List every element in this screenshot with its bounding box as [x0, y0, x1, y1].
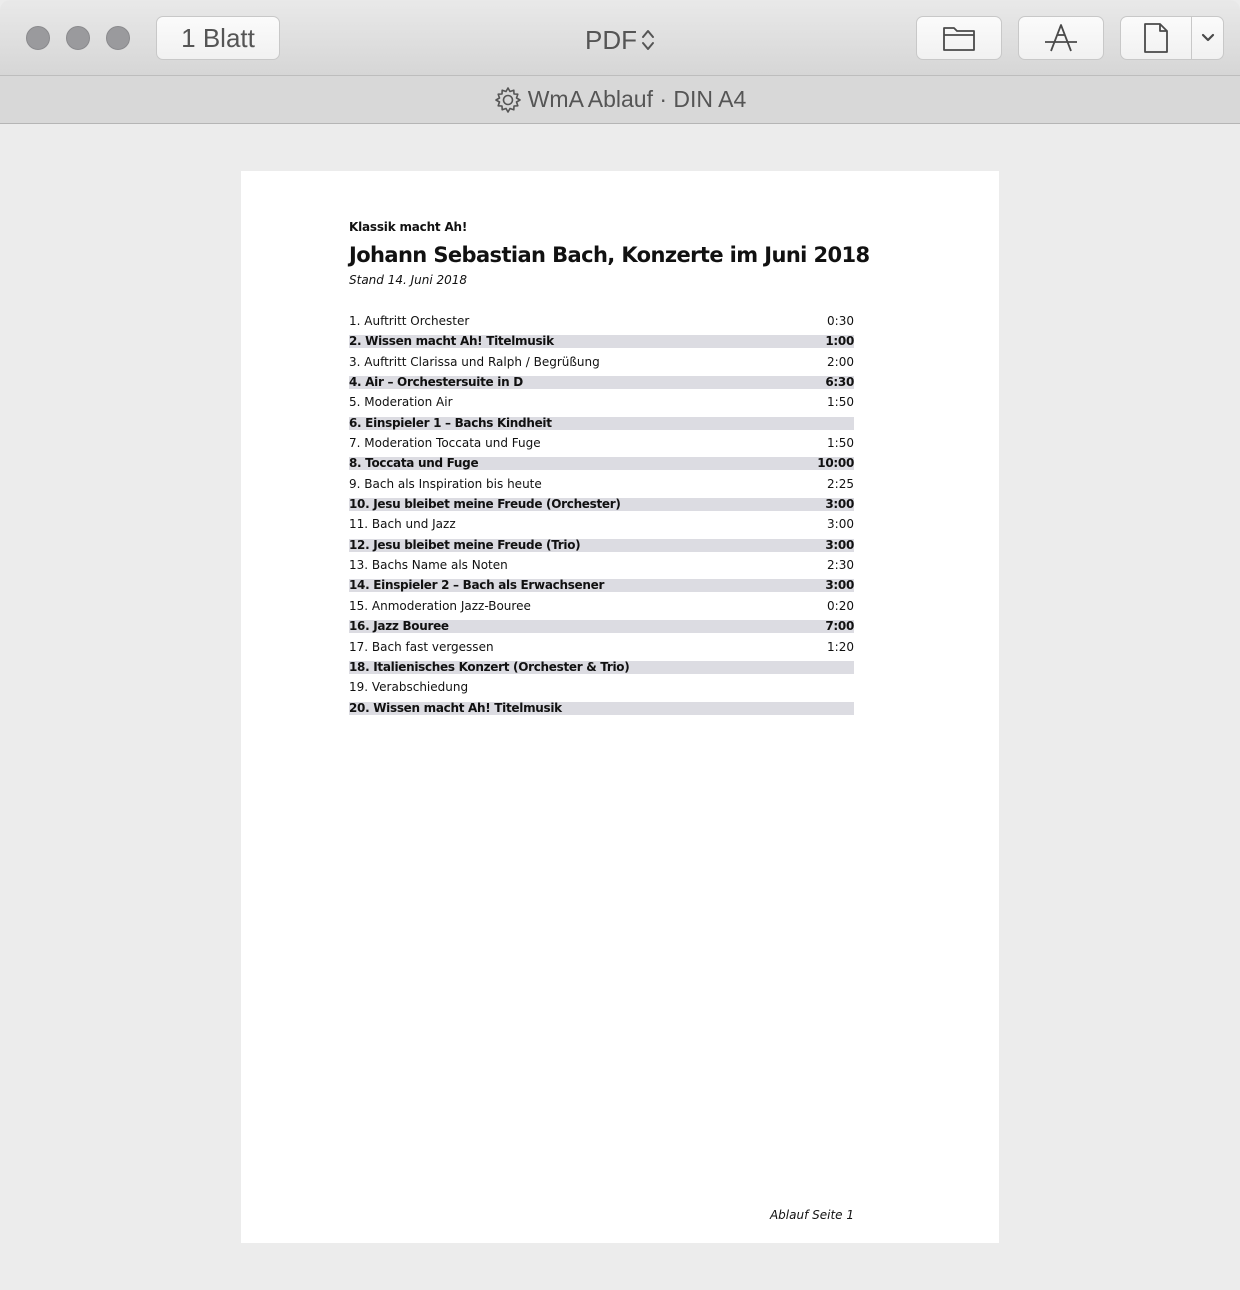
row-label: 15. Anmoderation Jazz-Bouree [349, 598, 531, 613]
schedule-row [349, 641, 854, 654]
schedule-list [349, 315, 854, 722]
row-time: 6:30 [825, 375, 854, 390]
row-label: 18. Italienisches Konzert (Orchester & Trio) [349, 659, 630, 674]
schedule-row [349, 417, 854, 430]
schedule-row [349, 518, 854, 531]
folder-icon [942, 24, 976, 52]
row-time: 2:00 [827, 354, 854, 369]
document-date: Stand 14. Juni 2018 [349, 273, 468, 287]
window-title: WmA Ablauf · DIN A4 [527, 86, 747, 112]
row-time: 3:00 [825, 497, 854, 512]
title-bar [0, 76, 1240, 124]
row-time: 10:00 [817, 456, 854, 471]
row-label: 14. Einspieler 2 – Bach als Erwachsener [349, 578, 605, 593]
row-label: 1. Auftritt Orchester [349, 314, 470, 328]
schedule-row [349, 539, 854, 552]
gear-icon [494, 86, 522, 114]
row-label: 9. Bach als Inspiration bis heute [349, 476, 542, 491]
up-down-chevron-icon [641, 28, 655, 52]
document-content [349, 219, 870, 715]
document-heading: Johann Sebastian Bach, Konzerte im Juni 2018 [349, 243, 870, 267]
schedule-row [349, 396, 854, 409]
row-label: 4. Air – Orchestersuite in D [349, 375, 523, 390]
row-label: 6. Einspieler 1 – Bachs Kindheit [349, 415, 552, 430]
open-folder-button[interactable] [916, 16, 1002, 60]
schedule-row [349, 478, 854, 491]
page-footer: Ablauf Seite 1 [769, 1208, 854, 1222]
document-eyebrow: Klassik macht Ah! [349, 220, 468, 234]
close-window-button[interactable] [26, 26, 50, 50]
schedule-row [349, 702, 854, 715]
row-label: 7. Moderation Toccata und Fuge [349, 436, 541, 451]
row-time: 1:20 [827, 639, 854, 654]
row-time: 3:00 [827, 517, 854, 532]
schedule-row [349, 437, 854, 450]
page-icon [1143, 22, 1169, 54]
schedule-row [349, 661, 854, 674]
zoom-window-button[interactable] [106, 26, 130, 50]
row-time: 3:00 [825, 578, 854, 593]
row-time: 2:25 [827, 476, 854, 491]
schedule-row [349, 457, 854, 470]
schedule-row [349, 356, 854, 369]
row-label: 2. Wissen macht Ah! Titelmusik [349, 334, 554, 349]
schedule-row [349, 559, 854, 572]
page-setup-button[interactable] [1120, 16, 1224, 60]
schedule-row [349, 600, 854, 613]
sheets-button[interactable] [156, 16, 280, 60]
toolbar [0, 0, 1240, 76]
row-label: 20. Wissen macht Ah! Titelmusik [349, 700, 562, 715]
row-label: 11. Bach und Jazz [349, 517, 456, 532]
row-time: 7:00 [825, 619, 854, 634]
row-time: 1:00 [825, 334, 854, 349]
fonts-button[interactable] [1018, 16, 1104, 60]
sheets-label: 1 Blatt [181, 22, 255, 53]
row-time: 1:50 [827, 436, 854, 451]
row-label: 12. Jesu bleibet meine Freude (Trio) [349, 537, 581, 552]
row-label: 19. Verabschiedung [349, 680, 469, 695]
format-selector[interactable] [560, 20, 680, 60]
page-options-dropdown[interactable] [1192, 33, 1223, 43]
schedule-row [349, 498, 854, 511]
page-button-part[interactable] [1121, 17, 1192, 59]
row-label: 3. Auftritt Clarissa und Ralph / Begrüßung [349, 354, 600, 369]
row-time: 2:30 [827, 558, 854, 573]
format-label: PDF [585, 24, 637, 55]
schedule-row [349, 620, 854, 633]
row-label: 17. Bach fast vergessen [349, 639, 494, 654]
row-label: 5. Moderation Air [349, 395, 453, 410]
row-time: 0:30 [827, 314, 854, 328]
row-label: 8. Toccata und Fuge [349, 456, 479, 471]
row-label: 13. Bachs Name als Noten [349, 558, 508, 573]
row-time: 1:50 [827, 395, 854, 410]
schedule-row [349, 681, 854, 694]
chevron-down-icon [1201, 33, 1215, 43]
row-label: 16. Jazz Bouree [349, 619, 449, 634]
row-time: 0:20 [827, 598, 854, 613]
row-label: 10. Jesu bleibet meine Freude (Orchester) [349, 497, 621, 512]
row-time: 3:00 [825, 537, 854, 552]
minimize-window-button[interactable] [66, 26, 90, 50]
font-a-icon [1043, 22, 1079, 54]
schedule-row [349, 315, 854, 328]
schedule-row [349, 376, 854, 389]
schedule-row [349, 335, 854, 348]
document-page [241, 171, 999, 1243]
schedule-row [349, 579, 854, 592]
